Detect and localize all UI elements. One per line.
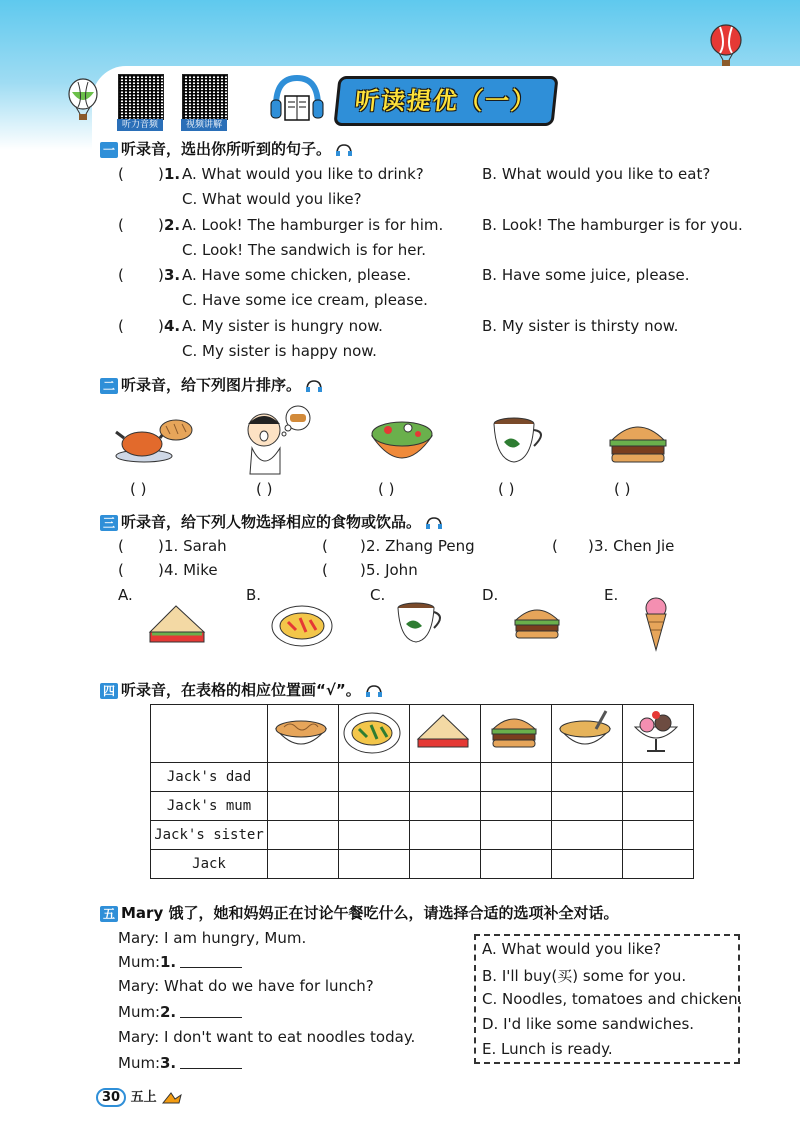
row-label: Jack	[151, 850, 268, 879]
answer-paren-close: )	[158, 317, 164, 335]
option-c: C. Have some ice cream, please.	[182, 291, 428, 309]
fries-plate-icon	[339, 707, 405, 757]
option-c: C. My sister is happy now.	[182, 342, 377, 360]
answer-paren-open: (	[322, 561, 328, 579]
answer-blank-3[interactable]	[180, 1054, 242, 1069]
section3-heading	[100, 511, 443, 532]
option-b: B. My sister is thirsty now.	[482, 317, 679, 335]
check-cell[interactable]	[481, 792, 552, 821]
option-c: C. Look! The sandwich is for her.	[182, 241, 427, 259]
qr-code-audio[interactable]	[118, 74, 164, 120]
answer-paren-open: (	[552, 537, 558, 555]
hamburger-icon	[481, 707, 547, 757]
dialogue-blank-number: 2.	[160, 1003, 177, 1021]
tea-cup-picture	[490, 416, 550, 470]
check-cell[interactable]	[339, 821, 410, 850]
section2-instruction: 听录音，给下列图片排序。	[121, 376, 302, 394]
picture-order-paren: ( )	[498, 480, 515, 498]
check-cell[interactable]	[552, 821, 623, 850]
section2-heading	[100, 374, 323, 395]
section4-number: 四	[100, 683, 118, 699]
option-a: A. Have some chicken, please.	[182, 266, 411, 284]
answer-paren-close: )	[588, 537, 594, 555]
fries-plate-picture	[270, 600, 334, 648]
answer-paren-close: )	[158, 537, 164, 555]
question-number: 2.	[164, 216, 181, 234]
food-check-table	[150, 704, 694, 879]
headphones-book-icon	[268, 72, 326, 126]
check-cell[interactable]	[410, 850, 481, 879]
section2-number: 二	[100, 378, 118, 394]
column-soup	[552, 705, 623, 763]
check-cell[interactable]	[268, 792, 339, 821]
column-hamburger	[481, 705, 552, 763]
table-header-row	[151, 705, 694, 763]
option-letter: D.	[482, 586, 499, 604]
sandwich-icon	[410, 707, 476, 757]
dialogue-speaker: Mary:	[118, 977, 160, 995]
tea-cup-picture	[396, 600, 448, 646]
section5-instruction: Mary 饿了，她和妈妈正在讨论午餐吃什么，请选择合适的选项补全对话。	[121, 904, 619, 922]
option-c: C. What would you like?	[182, 190, 362, 208]
headphone-icon[interactable]	[425, 516, 443, 530]
check-cell[interactable]	[481, 850, 552, 879]
qr-code-video[interactable]	[182, 74, 228, 120]
answer-paren-close: )	[158, 216, 164, 234]
roast-chicken-bread-picture	[114, 414, 196, 464]
check-cell[interactable]	[623, 821, 694, 850]
grade-label: 五上	[130, 1090, 157, 1105]
headphone-icon[interactable]	[305, 379, 323, 393]
qr-audio-label: 听力音频	[117, 119, 163, 131]
page-footer	[96, 1086, 183, 1107]
choice-option: B. I'll buy(买) some for you.	[482, 967, 687, 985]
headphone-icon[interactable]	[335, 143, 353, 157]
headphone-icon[interactable]	[365, 684, 383, 698]
check-cell[interactable]	[268, 821, 339, 850]
answer-paren-open: (	[118, 216, 124, 234]
dialogue-speaker: Mum:	[118, 1003, 161, 1021]
red-balloon-icon	[708, 24, 744, 70]
question-number: 4.	[164, 317, 181, 335]
option-letter: B.	[246, 586, 262, 604]
noodles-bowl-icon	[268, 707, 334, 757]
check-cell[interactable]	[481, 821, 552, 850]
row-label: Jack's mum	[151, 792, 268, 821]
section3-number: 三	[100, 515, 118, 531]
qr-video-label: 视频讲解	[181, 119, 227, 131]
section3-instruction: 听录音，给下列人物选择相应的食物或饮品。	[121, 513, 422, 531]
section5-number: 五	[100, 906, 118, 922]
choice-option: D. I'd like some sandwiches.	[482, 1015, 695, 1033]
dialogue-text: I don't want to eat noodles today.	[164, 1028, 416, 1046]
person-label: 5. John	[366, 561, 418, 579]
picture-order-paren: ( )	[614, 480, 631, 498]
question-number: 1.	[164, 165, 181, 183]
picture-order-paren: ( )	[256, 480, 273, 498]
answer-paren-close: )	[360, 561, 366, 579]
page-number: 30	[96, 1088, 126, 1107]
answer-paren-open: (	[118, 266, 124, 284]
person-label: 3. Chen Jie	[594, 537, 675, 555]
hamburger-picture	[608, 420, 668, 466]
answer-paren-close: )	[158, 561, 164, 579]
hot-air-balloon-icon	[66, 78, 100, 124]
option-letter: E.	[604, 586, 619, 604]
sandwich-picture	[146, 602, 208, 648]
choice-option: C. Noodles, tomatoes and chicken.	[482, 990, 743, 1008]
dialogue-blank-number: 1.	[160, 953, 177, 971]
section4-heading	[100, 679, 383, 700]
picture-order-paren: ( )	[130, 480, 147, 498]
fox-mascot-icon	[161, 1091, 183, 1105]
check-cell[interactable]	[268, 850, 339, 879]
option-b: B. Have some juice, please.	[482, 266, 690, 284]
answer-paren-close: )	[360, 537, 366, 555]
section1-heading	[100, 138, 353, 159]
section1-number: 一	[100, 142, 118, 158]
row-label: Jack's dad	[151, 763, 268, 792]
dialogue-speaker: Mum:	[118, 953, 161, 971]
option-a: A. What would you like to drink?	[182, 165, 424, 183]
option-b: B. What would you like to eat?	[482, 165, 711, 183]
answer-paren-close: )	[158, 165, 164, 183]
check-cell[interactable]	[552, 792, 623, 821]
option-letter: C.	[370, 586, 386, 604]
table-row	[151, 792, 694, 821]
option-a: A. Look! The hamburger is for him.	[182, 216, 444, 234]
check-cell[interactable]	[410, 792, 481, 821]
check-cell[interactable]	[623, 763, 694, 792]
check-cell[interactable]	[339, 792, 410, 821]
dialogue-text: I am hungry, Mum.	[164, 929, 307, 947]
person-label: 1. Sarah	[164, 537, 227, 555]
check-cell[interactable]	[339, 763, 410, 792]
person-label: 4. Mike	[164, 561, 218, 579]
person-label: 2. Zhang Peng	[366, 537, 475, 555]
option-a: A. My sister is hungry now.	[182, 317, 383, 335]
section5-heading	[100, 902, 618, 923]
section4-instruction: 听录音，在表格的相应位置画“√”。	[121, 681, 361, 699]
answer-blank-1[interactable]	[180, 953, 242, 968]
salad-bowl-picture	[370, 410, 434, 470]
row-label: Jack's sister	[151, 821, 268, 850]
check-cell[interactable]	[623, 850, 694, 879]
column-ice-cream	[623, 705, 694, 763]
answer-paren-open: (	[118, 165, 124, 183]
column-noodles	[268, 705, 339, 763]
check-cell[interactable]	[552, 763, 623, 792]
question-number: 3.	[164, 266, 181, 284]
table-row	[151, 850, 694, 879]
option-b: B. Look! The hamburger is for you.	[482, 216, 743, 234]
dialogue-blank-number: 3.	[160, 1054, 177, 1072]
ice-cream-sundae-icon	[623, 707, 689, 757]
soup-bowl-icon	[552, 707, 618, 757]
ice-cream-picture	[640, 596, 674, 652]
answer-paren-open: (	[322, 537, 328, 555]
option-letter: A.	[118, 586, 133, 604]
column-fries	[339, 705, 410, 763]
check-cell[interactable]	[339, 850, 410, 879]
choice-option: A. What would you like?	[482, 940, 662, 958]
check-cell[interactable]	[623, 792, 694, 821]
check-cell[interactable]	[268, 763, 339, 792]
section1-instruction: 听录音，选出你所听到的句子。	[121, 140, 332, 158]
picture-order-paren: ( )	[378, 480, 395, 498]
check-cell[interactable]	[552, 850, 623, 879]
hungry-boy-picture	[236, 404, 320, 476]
column-sandwich	[410, 705, 481, 763]
check-cell[interactable]	[481, 763, 552, 792]
check-cell[interactable]	[410, 763, 481, 792]
table-row	[151, 763, 694, 792]
table-row	[151, 821, 694, 850]
table-corner	[151, 705, 268, 763]
dialogue-speaker: Mary:	[118, 929, 160, 947]
answer-blank-2[interactable]	[180, 1003, 242, 1018]
answer-paren-open: (	[118, 561, 124, 579]
dialogue-text: What do we have for lunch?	[164, 977, 374, 995]
answer-paren-open: (	[118, 537, 124, 555]
dialogue-speaker: Mum:	[118, 1054, 161, 1072]
dialogue-speaker: Mary:	[118, 1028, 160, 1046]
check-cell[interactable]	[410, 821, 481, 850]
answer-paren-open: (	[118, 317, 124, 335]
answer-paren-close: )	[158, 266, 164, 284]
page-title: 听读提优（一）	[333, 76, 558, 126]
choice-option: E. Lunch is ready.	[482, 1040, 613, 1058]
hamburger-picture	[514, 604, 560, 640]
